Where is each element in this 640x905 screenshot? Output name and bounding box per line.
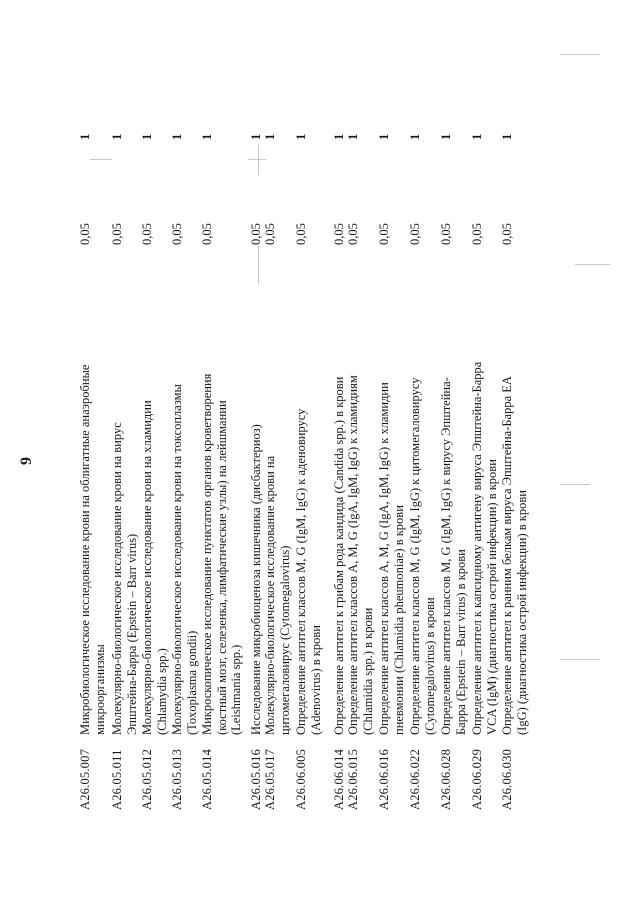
procedure-code: A26.06.022 — [408, 748, 422, 810]
multiplicity: 1 — [439, 133, 453, 140]
description-line: (Adenovirus) в крови — [308, 625, 323, 735]
procedure-code: A26.06.015 — [346, 748, 360, 810]
procedure-code: A26.06.030 — [500, 748, 514, 810]
procedure-description — [332, 180, 347, 735]
procedure-description — [408, 180, 437, 735]
procedure-code: A26.05.012 — [140, 748, 154, 810]
description-line: (Chlamydia spp.) — [154, 648, 169, 735]
procedure-code: A26.06.016 — [377, 748, 391, 810]
procedure-code: A26.05.017 — [263, 748, 277, 810]
multiplicity: 1 — [294, 133, 308, 140]
frequency-rate: 0,05 — [263, 223, 277, 245]
procedure-description — [500, 180, 529, 735]
multiplicity: 1 — [263, 133, 277, 140]
procedure-description — [200, 180, 244, 735]
frequency-rate: 0,05 — [470, 223, 484, 245]
procedure-description — [110, 180, 139, 735]
description-line: Микроскопическое исследование пунктатов органов кроветворения — [200, 373, 214, 735]
scan-rule — [248, 159, 266, 160]
procedure-description — [263, 180, 292, 735]
procedure-code: A26.06.014 — [332, 748, 346, 810]
description-line: VCA (IgM) (диагностика острой инфекции) в крови — [484, 459, 499, 735]
description-line: Определение антител к капсидному антигену вируса Эпштейна-Барра — [470, 361, 484, 735]
scan-rule — [575, 264, 610, 265]
multiplicity: 1 — [200, 133, 214, 140]
frequency-rate: 0,05 — [408, 223, 422, 245]
multiplicity: 1 — [78, 133, 92, 140]
page-number: 9 — [18, 457, 35, 465]
multiplicity: 1 — [377, 133, 391, 140]
description-line: (Cytomegalovirus) в крови — [422, 597, 437, 735]
description-line: цитомегаловирус (Cytomegalovirus) — [277, 545, 292, 735]
frequency-rate: 0,05 — [346, 223, 360, 245]
description-line: Исследование микробиоценоза кишечника (дисбактериоз) — [249, 424, 263, 735]
multiplicity: 1 — [110, 133, 124, 140]
frequency-rate: 0,05 — [110, 223, 124, 245]
description-line: Барра (Epstein – Barr virus) в крови — [453, 549, 468, 735]
scan-rule — [560, 484, 590, 485]
multiplicity: 1 — [332, 133, 346, 140]
description-line: Молекулярно-биологическое исследование крови на хламидии — [140, 400, 154, 735]
description-line: Определение антител классов M, G (IgM, IgG) к вирусу Эпштейна- — [439, 377, 453, 735]
frequency-rate: 0,05 — [294, 223, 308, 245]
description-line: (Toxoplasma gondii) — [184, 630, 199, 735]
procedure-code: A26.06.028 — [439, 748, 453, 810]
multiplicity: 1 — [346, 133, 360, 140]
procedure-code: A26.05.007 — [78, 748, 92, 810]
procedure-code: A26.06.005 — [294, 748, 308, 810]
multiplicity: 1 — [500, 133, 514, 140]
description-line: микроорганизмы — [92, 644, 107, 735]
procedure-description — [470, 180, 499, 735]
procedure-code: A26.05.011 — [110, 749, 124, 810]
description-line: Определение антител к грибам рода кандида (Candida spp.) в крови — [332, 376, 346, 735]
procedure-description — [346, 180, 375, 735]
frequency-rate: 0,05 — [78, 223, 92, 245]
procedure-description — [294, 180, 323, 735]
description-line: (IgG) (диагностика острой инфекции) в крови — [514, 490, 529, 735]
frequency-rate: 0,05 — [377, 223, 391, 245]
multiplicity: 1 — [470, 133, 484, 140]
description-line: Молекулярно-биологическое исследование крови на токсоплазмы — [170, 384, 184, 735]
description-line: (Leishmania spp.) — [229, 644, 243, 735]
description-line: Эпштейна-Барра (Epstein – Barr virus) — [124, 533, 139, 735]
scan-rule — [560, 659, 600, 660]
frequency-rate: 0,05 — [249, 223, 263, 245]
procedure-description — [140, 180, 169, 735]
frequency-rate: 0,05 — [439, 223, 453, 245]
procedure-description — [170, 180, 199, 735]
procedure-description — [78, 180, 107, 735]
frequency-rate: 0,05 — [332, 223, 346, 245]
procedure-description — [249, 180, 264, 735]
frequency-rate: 0,05 — [140, 223, 154, 245]
description-line: Микробиологическое исследование крови на облигатные анаэробные — [78, 364, 92, 735]
description-line: пневмонии (Chlamidia pheumoniae) в крови — [391, 505, 406, 735]
description-line: Молекулярно-биологическое исследование крови на вирус — [110, 422, 124, 735]
scan-rule — [258, 145, 259, 175]
procedure-description — [439, 180, 468, 735]
multiplicity: 1 — [249, 133, 263, 140]
procedure-code: A26.06.029 — [470, 748, 484, 810]
procedure-description — [377, 180, 406, 735]
description-line: Молекулярно-биологическое исследование крови на — [263, 455, 277, 735]
frequency-rate: 0,05 — [200, 223, 214, 245]
description-line: Определение антител классов M, G (IgM, IgG) к аденовирусу — [294, 408, 308, 735]
multiplicity: 1 — [170, 133, 184, 140]
frequency-rate: 0,05 — [500, 223, 514, 245]
description-line: Определение антител классов A, M, G (IgA, IgM, IgG) к хламидиям — [346, 375, 360, 735]
procedure-code: A26.05.014 — [200, 748, 214, 810]
description-line: Определение антител к ранним белкам вируса Эпштейна-Барра EA — [500, 376, 514, 735]
multiplicity: 1 — [408, 133, 422, 140]
description-line: Определение антител классов M, G (IgM, IgG) к цитомегаловирусу — [408, 377, 422, 735]
description-line: Определение антител классов A, M, G (IgA, IgM, IgG) к хламидии — [377, 382, 391, 735]
procedure-code: A26.05.016 — [249, 748, 263, 810]
scan-rule — [560, 54, 600, 55]
description-line: (костный мозг, селезенка, лимфатические узлы) на лейшмании — [214, 400, 229, 735]
description-line: (Chlamidia spp.) в крови — [360, 607, 375, 735]
scan-rule — [90, 159, 112, 160]
procedure-code: A26.05.013 — [170, 748, 184, 810]
multiplicity: 1 — [140, 133, 154, 140]
frequency-rate: 0,05 — [170, 223, 184, 245]
